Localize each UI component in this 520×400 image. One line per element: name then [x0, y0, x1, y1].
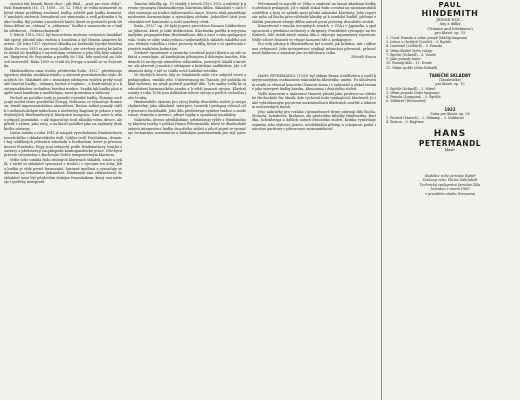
- paragraph: Pro svůj přístup k Hindemithovi byl oceněn jak kritikou, tak i odbornou veřejností. Jeho interpretace vynikají rytmickou přesností, průzračností fakturou a smyslem pro architekturu celku.: [252, 42, 376, 55]
- movement-item: 4. Boston – 5. Ragtime: [386, 120, 424, 125]
- author-signature: Zdeněk Nouza: [351, 55, 376, 60]
- movement-item: 12. Velmi rychle (Sehr lebhaft): [386, 65, 438, 70]
- work1-original-title: (Träume und Erlebnisse): [427, 26, 473, 31]
- work3-title: 1922: [444, 106, 456, 112]
- spacer: [252, 60, 376, 74]
- paragraph: Vedle toho vznikla řada drobných klavírních skladeb, sonát a cyklů, v nichž se skladatel vyrovnává s tradicí i s výzvami své doby. Jeho hudba je vždy pevně formovaná, lineárně myšlená a vyznačuje se důrazem na řemeslnou dokonalost. Hindemith sám zdůrazňoval, že skladatel musí být především dobrým řemeslníkem, který zná nástroje i potřeby interpretů.: [4, 157, 122, 185]
- work1-title: Sny a dálky: [439, 22, 461, 27]
- movement-item: 1. Úvod. Pomalu a velmi jemně (Mäßig langsam): [386, 35, 468, 40]
- work2-opus: pro klavír, op. 19: [435, 82, 465, 87]
- work1-subtitle: JEDINÉ NOC...: [436, 18, 464, 22]
- performer-instrument: klavír: [445, 147, 455, 152]
- credit-line: Technická spolupráce Jaroslav Zíka: [419, 182, 481, 187]
- text-column-3: [252, 2, 376, 398]
- composer-first-name: PAUL: [438, 1, 462, 9]
- movement-item: 7. Rychle (Schnell) – 8. Vesele: [386, 52, 437, 57]
- paragraph: Hindemithův význam pro vývoj hudby dvacátého století je nezpochybnitelný. Jako skladatel, interpret, teoretik i pedagog ovlivnil celé generace hudebníků. Jeho dílo představuje syntézu tradice a modernosti, řemesla a invence, přísné logiky a spontánní muzikality.: [128, 99, 246, 118]
- credit-line: Zvukový režie Václav Zahradník: [422, 178, 478, 183]
- performer-first-name: HANS: [433, 128, 467, 139]
- composer-last-name: HINDEMITH: [421, 9, 479, 18]
- work2-original-title: (Tanzstücke): [439, 78, 461, 82]
- movement-item: 10. Pomalý klid – 11. Drsně: [386, 61, 432, 66]
- paragraph: Jeho nahrávky pro rozhlas i gramofonové firmy zahrnují díla Bacha, Mozarta, Schuberta, Brahmse, ale především skladby Hindemitha, Bartóka, Schönberga a dalších autorů dvacátého století. Kritika vyzdvihuje zejména jeho stylovou jistotu, intelektuální přístup a schopnost podat i náročné partitury s přirozenou srozumitelností.: [252, 109, 376, 132]
- credit-line: Hudební režie Jaroslav Rybář: [424, 173, 476, 178]
- movement-item: 3. Velmi pomalu (Sehr langsam): [386, 90, 440, 95]
- work3-opus: Suita pro klavír, op. 26: [430, 111, 470, 116]
- movement-item: 1. Pochod (Marsch) – 2. Shimmy – 3. Nokturno: [386, 116, 464, 121]
- work3-movements: [382, 116, 518, 125]
- work2-title: TANEČNÍ SKLADBY: [429, 73, 471, 78]
- credit-line: v pražském studiu Domovina: [425, 191, 475, 196]
- paragraph: Pochod na počátku suity je parodií vojenské hudby, Shimmy zachycuje módní tanec poválečné Evropy, Nokturno se vyznačuje tlumenou, téměř impresionistickou atmosférou, Boston nabízí pomalý valčík s melancholickým nádechem a závěrečný Ragtime je jednou z nejodvážnějších Hindemithových klavírních kompozic. Sám autor k němu připojil poznámku, v níž doporučuje hrát skladbu velmi divoce, ale přísně v rytmu, jako stroj, a na klavír pohlížet jako na zajímavý druh bicího nástroje.: [4, 95, 122, 131]
- paragraph: Nahrávka, kterou předkládáme, představuje výběr z Hindemithovy klavírní tvorby v podání Hanse Petermandla, který se dlouhodobě zabývá interpretací hudby dvacátého století a jehož pojetí se vyznačuje technickou suverenitou a hlubokým porozuměním pro styl autora.: [128, 117, 246, 140]
- work1-opus: pro klavír, op. 15: [434, 31, 466, 36]
- paragraph: Ludus tonalis z roku 1942 je naopak vyvrcholením Hindemithova teoretického i skladatelského úsilí. Cyklus tvoří Praeludium, dvanáct fug oddělených jedenácti interludii a Postludium, které je přesnou inverzí Praeludia. Fugy jsou seřazeny podle Hindemithovy tonální soustavy a představují encyklopedii kontrapunktické práce. Dílo bývá právem srovnáváno s Bachovým Dobře temperovaným klavírem.: [4, 131, 122, 158]
- movement-item: 6. Velmi klidně (Sehr ruhig): [386, 48, 433, 53]
- movement-item: 9. Jako pomalý tanec: [386, 57, 421, 62]
- paragraph: Ve třicátých letech, kdy se Hindemith stále více zabýval teorií a pedagogikou, vznikla jeho Unterweisung im Tonsatz, jež položila základ systému, na němž postavil pozdější díla. Tyto snahy vedly ke zjednodušení harmonického jazyka a k větší jasnosti výrazu. Klavírní sonáty z roku 1936 jsou dokladem tohoto vývoje a patří k vrcholům jeho tvorby.: [128, 73, 246, 100]
- movement-item: 1. Rychle (Schnell) – 2. Mírně: [386, 86, 436, 91]
- work1-movements: [382, 36, 518, 70]
- text-column-1: [4, 2, 122, 398]
- paragraph: Hindemithova raná tvorba, především Suita „1922“, představuje typickou ukázku neoklasicistního a zároveň provokativního stylu dvacátých let. Skladatel zde s ironickým odstupem využívá prvky soudobé taneční hudby – shimmy, boston a ragtime – a konfrontuje je s kontrapunktickou technikou barokní tradice. Vzniká tak hudba plná napětí mezi banálním a uměleckým, mezi groteskou a vážností.: [4, 68, 122, 96]
- paragraph: zastává tak básník, který chce – jak říkal – „psát pro svou dobu“. Paul Hindemith (16. 11. 1895 – 28. 12. 1963) se velmi intenzívně zabýval všemi problémy současné hudby, zvláště pak hudby komorní. V mnohých směrech formuloval své stanovisko a vedl polemiku o funkci hudby. Byl jedním z iniciátorů hnutí, které se postavilo proti vžitému dělení na „vážnou“ a „zábavnou“ hudbu a zasazovalo se o hudbu užitkovou, „Gebrauchsmusik“.: [4, 2, 122, 33]
- paragraph: Suita „1922“ op. 26 byla poprvé provedena Emmou Lübbeckeovou-Jobovou, které je také dedikována. Klavíristka patřila k nejvýznamnějším propagátorkám Hindemithova díla a úzce s ním spolupracovala. Suita se záhy stala jednou z nejhranějších skladeb mladého autora, třebaže vzbudila i četné protesty kritiky, která v ní spatřovala výsměch tradičním hodnotám.: [128, 24, 246, 51]
- credit-line: Nahráno v únoru 1985: [430, 187, 470, 192]
- work2-movements: [382, 87, 518, 104]
- track-listing-sidebar: [382, 0, 518, 400]
- performer-last-name: PETERMANDL: [418, 138, 482, 148]
- paragraph: Vedle koncertní a nahrávací činnosti působí jako profesor na vídeňské Hochschule für Musik, kde vychoval řadu vynikajících klavíristů. Je také vyhledávaným porotcem mezinárodních klavírních soutěží a lektorem mistrovských kurzů.: [252, 91, 376, 110]
- paragraph: Zvukově vynalézavé a rytmicky vzrušené pojetí klavíru se zde setkává s ironickým, až karikujícím přístupem k dobovým tancům. Hindemith tu zachycuje atmosféru velkoměsta, jazzových lokálů a kaváren, ale zároveň ji nazírá s odstupem a kritickým nadhledem. Jde o dokument doby, v níž se rodila nová hudební estetika.: [128, 50, 246, 73]
- paragraph: Taneční skladby op. 19 vznikly v letech 1920–1922 a náležejí k prvním výrazným Hindemithovým klavírním dílům. Skladatel v nich volně navazuje na tradici stylizovaného tance, kterou však proměňuje moderním harmonickým a rytmickým cítěním. Jednotlivé části jsou charakterově kontrastní a tvoří uzavřený celek.: [128, 2, 246, 24]
- paragraph: Petermandl se narodil ve Vídni a studoval na tamní Akademii hudby u předních pedagogů. Již v mládí získal řadu ocenění na mezinárodních soutěžích a brzy se zařadil mezi přední rakouské klavíristy. Jeho repertoár sahá od Bacha přes vídeňské klasiky až k soudobé hudbě, přičemž zvláštní pozornost věnuje dílům autorů první poloviny dvacátého století.: [252, 2, 376, 24]
- text-column-2: [128, 2, 246, 398]
- movement-item: 4. Pomalu (Langsam) – 5. Rychle: [386, 95, 441, 100]
- production-credits: [382, 174, 518, 196]
- paragraph: V letech 1915–1923 byl koncertním mistrem orchestru frankfurtské opery, působil jako violista a houslista a byl členem Amarova kvarteta. Od roku 1927 vyučoval skladbu na berlínské Vysoké hudební škole. Po roce 1933 se pro svoji hudbu i pro otevřený postoj ke kultuře dostal do konfliktu s nacistickým režimem a jeho díla byla zakázána. Emigroval do Švýcarska a později do USA, kde vyučoval na Yaleově univerzitě. Roku 1953 se vrátil do Evropy a usadil se ve Švýcarsku.: [4, 33, 122, 69]
- paragraph: Koncertoval v mnoha evropských zemích, v USA i v Japonsku a spolupracoval s předními orchestry a dirigenty. Pravidelně vystupuje na festivalech, kde uvádí méně známá díla a objevuje zapomenutý repertoár. Vedle sólové činnosti se věnuje komorní hře a pedagogice.: [252, 24, 376, 42]
- movement-item: 4. Lineárně (Lieblich) – 5. Pomalu: [386, 44, 443, 49]
- paragraph: HANS PETERMANDL (1933) byl žákem Bruna Seidlhofera a patří k nejvýraznějším osobnostem rakouského klavírního umění. Po absolvování studií se věnoval koncertní činnosti doma i v zahraničí a získal renomé jako interpret hudby baroka, klasicismu i dvacátého století.: [252, 73, 376, 92]
- movement-item: 2. Lehce a chvějivě (Leicht) – 3. Rychle: [386, 39, 452, 44]
- movement-item: 6. Střídavě (Wechselnd): [386, 99, 426, 104]
